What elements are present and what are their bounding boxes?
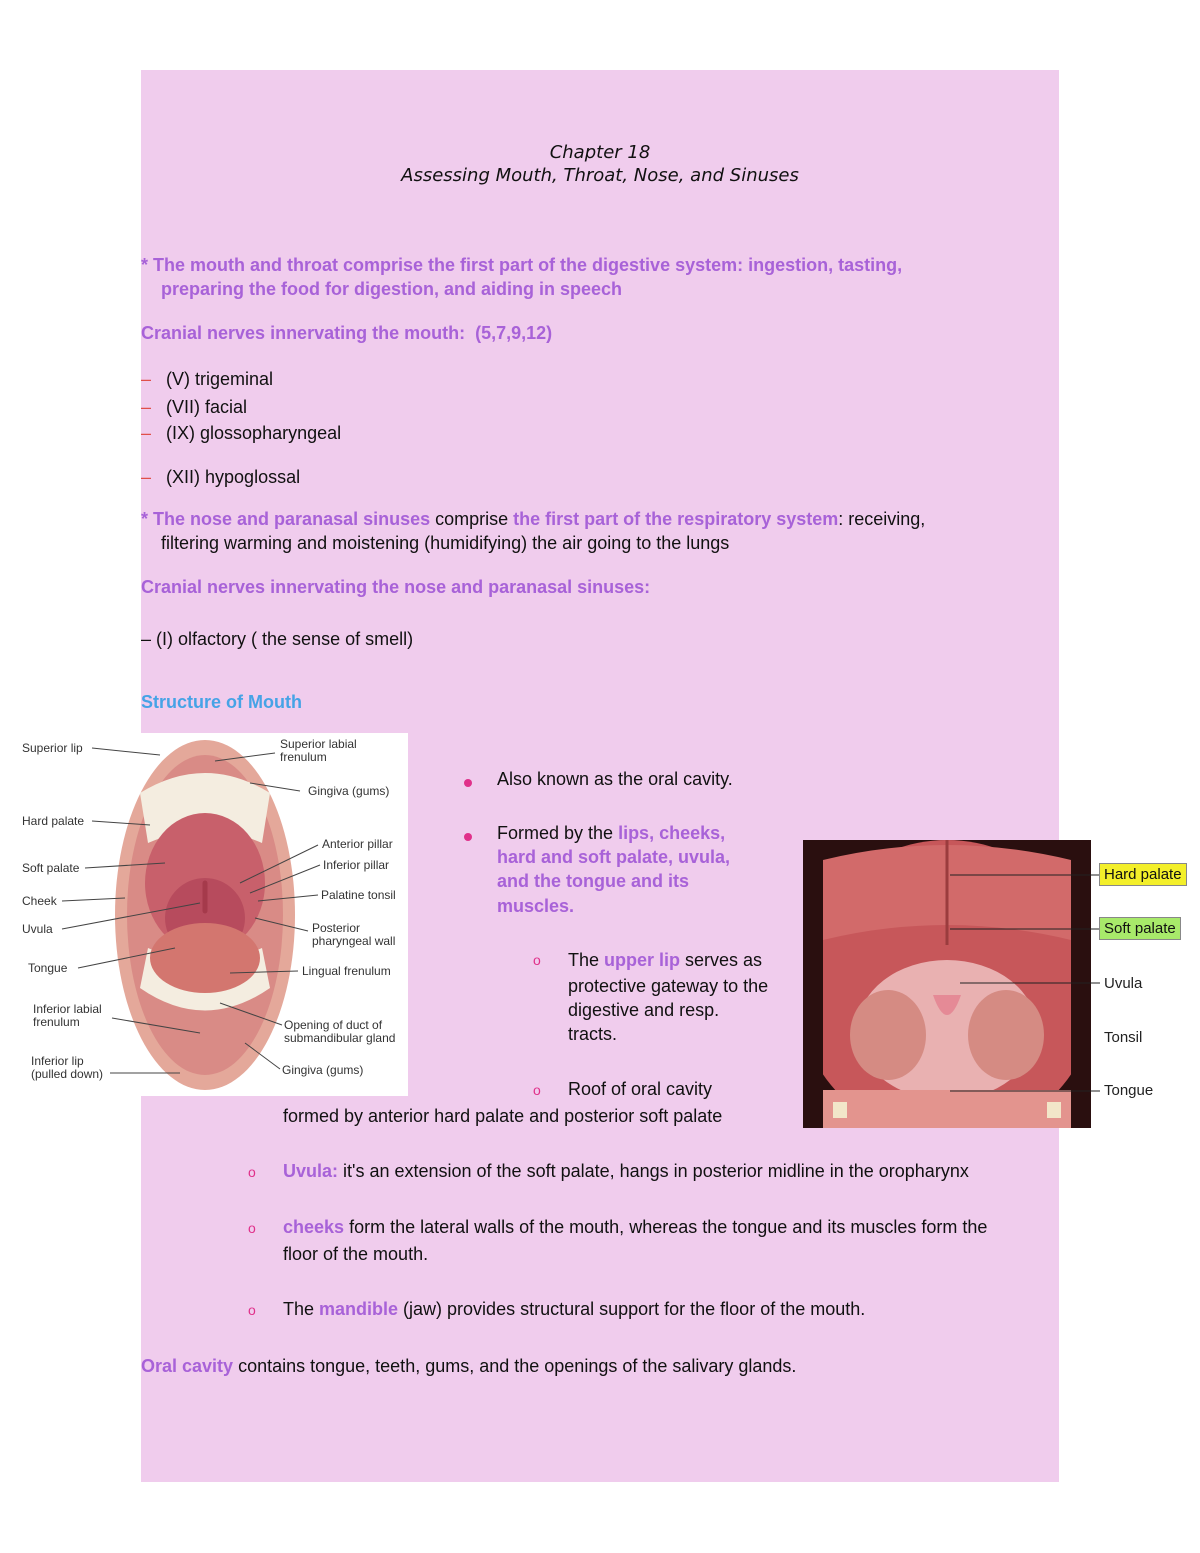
sub-bullet-marker: o xyxy=(533,1082,541,1098)
intro-star: * xyxy=(141,255,149,275)
nerve-item-text: (XII) hypoglossal xyxy=(166,467,301,487)
nerve-item-text: (IX) glossopharyngeal xyxy=(166,423,342,443)
sub-5-text: (jaw) provides structural support for the floor of the mouth. xyxy=(398,1299,866,1319)
sub-3-line xyxy=(283,1159,969,1183)
nose-text-2: comprise xyxy=(430,509,514,529)
dash-marker: – xyxy=(141,467,152,487)
nerve-item-2 xyxy=(141,395,247,419)
photo-label-tonsil: Tonsil xyxy=(1104,1029,1143,1046)
nose-nerves-heading: Cranial nerves innervating the nose and paranasal sinuses: xyxy=(141,577,651,597)
label-inferior-labial-frenulum: Inferior labial frenulum xyxy=(33,1002,102,1029)
photo-leader-lines xyxy=(940,860,1110,1105)
label-uvula: Uvula xyxy=(22,922,53,936)
bullet-dot-2 xyxy=(464,828,472,846)
label-anterior-pillar: Anterior pillar xyxy=(322,837,393,851)
bullet-2-line-1 xyxy=(497,821,725,845)
label-lingual-frenulum: Lingual frenulum xyxy=(302,964,391,978)
sub-1-line-4: tracts. xyxy=(568,1024,618,1044)
label-inferior-pillar: Inferior pillar xyxy=(323,858,390,872)
label-inferior-lip: Inferior lip (pulled down) xyxy=(31,1054,104,1081)
intro-line-2: preparing the food for digestion, and aiding in speech xyxy=(161,279,623,299)
sub-4-highlight: cheeks xyxy=(283,1217,345,1237)
photo-label-uvula: Uvula xyxy=(1104,975,1143,992)
nerve-item-1 xyxy=(141,367,273,391)
photo-label-soft-palate: Soft palate xyxy=(1099,917,1181,940)
label-cheek: Cheek xyxy=(22,894,57,908)
mouth-nerves-numbers: (5,7,9,12) xyxy=(475,323,553,343)
sub-1-line-3: digestive and resp. xyxy=(568,1000,720,1020)
intro-text-1: The mouth and throat comprise the first part of the digestive system: ingestion, tasting, xyxy=(153,255,903,275)
mouth-diagram xyxy=(0,733,408,1096)
photo-label-hard-palate: Hard palate xyxy=(1099,863,1187,886)
nose-text-4: : receiving, xyxy=(838,509,926,529)
bullet-1-text: Also known as the oral cavity. xyxy=(497,769,733,789)
sub-1-prefix: The xyxy=(568,950,605,970)
sub-1-suffix: serves as xyxy=(680,950,763,970)
sub-bullet-marker: o xyxy=(248,1302,256,1318)
sub-bullet-marker: o xyxy=(248,1164,256,1180)
oral-cavity-text: contains tongue, teeth, gums, and the openings of the salivary glands. xyxy=(233,1356,797,1376)
sub-1-line-1 xyxy=(568,948,762,972)
intro-line-1 xyxy=(141,253,902,277)
sub-1-line-2: protective gateway to the xyxy=(568,976,769,996)
sub-5-prefix: The xyxy=(283,1299,320,1319)
oral-cavity-line xyxy=(141,1354,796,1378)
label-posterior-pharyngeal-wall: Posterior pharyngeal wall xyxy=(312,921,396,948)
sub-2-line-1: Roof of oral cavity xyxy=(568,1079,713,1099)
sub-3-highlight: Uvula: xyxy=(283,1161,339,1181)
chapter-title: Chapter 18 xyxy=(549,142,651,163)
nose-star: * xyxy=(141,509,149,529)
sub-4-line-1 xyxy=(283,1215,987,1239)
nerve-item-4 xyxy=(141,465,300,489)
sub-3-text: it's an extension of the soft palate, hangs in posterior midline in the oropharynx xyxy=(338,1161,969,1181)
olfactory-item: – (I) olfactory ( the sense of smell) xyxy=(141,629,414,649)
mouth-nerves-heading-text: Cranial nerves innervating the mouth: xyxy=(141,323,466,343)
bullet-2-line-3: and the tongue and its xyxy=(497,871,689,891)
nerve-item-text: (V) trigeminal xyxy=(166,369,274,389)
label-gingiva-lower: Gingiva (gums) xyxy=(282,1063,364,1077)
sub-4-line-2: floor of the mouth. xyxy=(283,1244,429,1264)
sub-5-line xyxy=(283,1297,865,1321)
bullet-2-line-2: hard and soft palate, uvula, xyxy=(497,847,731,867)
nose-highlight-1: The nose and paranasal sinuses xyxy=(153,509,431,529)
dash-marker: – xyxy=(141,397,152,417)
mouth-nerves-heading xyxy=(141,321,552,345)
label-soft-palate: Soft palate xyxy=(22,861,80,875)
nerve-item-text: (VII) facial xyxy=(166,397,248,417)
bullet-2-highlight-1: lips, cheeks, xyxy=(618,823,726,843)
bullet-dot-1 xyxy=(464,774,472,792)
sub-2-line-2: formed by anterior hard palate and posterior soft palate xyxy=(283,1106,723,1126)
label-superior-labial-frenulum: Superior labial frenulum xyxy=(280,737,357,764)
photo-label-tongue: Tongue xyxy=(1104,1082,1154,1099)
label-gingiva-upper: Gingiva (gums) xyxy=(308,784,390,798)
sub-5-highlight: mandible xyxy=(319,1299,399,1319)
structure-heading: Structure of Mouth xyxy=(141,692,302,712)
sub-bullet-marker: o xyxy=(248,1220,256,1236)
chapter-subtitle: Assessing Mouth, Throat, Nose, and Sinuses xyxy=(401,165,799,186)
bullet-2-prefix: Formed by the xyxy=(497,823,619,843)
sub-4-text: form the lateral walls of the mouth, whereas the tongue and its muscles form the xyxy=(344,1217,988,1237)
label-submandibular-duct: Opening of duct of submandibular gland xyxy=(284,1018,396,1045)
sub-bullet-marker: o xyxy=(533,952,541,968)
nose-line-2: filtering warming and moistening (humidifying) the air going to the lungs xyxy=(161,533,730,553)
nerve-item-3 xyxy=(141,421,341,445)
label-superior-lip: Superior lip xyxy=(22,741,83,755)
bullet-dot-icon xyxy=(464,779,472,787)
nose-line-1 xyxy=(141,507,925,531)
label-tongue: Tongue xyxy=(28,961,68,975)
label-hard-palate: Hard palate xyxy=(22,814,85,828)
nose-highlight-2: the first part of the respiratory system xyxy=(513,509,839,529)
dash-marker: – xyxy=(141,423,152,443)
sub-1-highlight: upper lip xyxy=(604,950,681,970)
bullet-dot-icon xyxy=(464,833,472,841)
oral-cavity-highlight: Oral cavity xyxy=(141,1356,234,1376)
label-palatine-tonsil: Palatine tonsil xyxy=(321,888,396,902)
dash-marker: – xyxy=(141,369,152,389)
bullet-2-line-4: muscles. xyxy=(497,896,575,916)
